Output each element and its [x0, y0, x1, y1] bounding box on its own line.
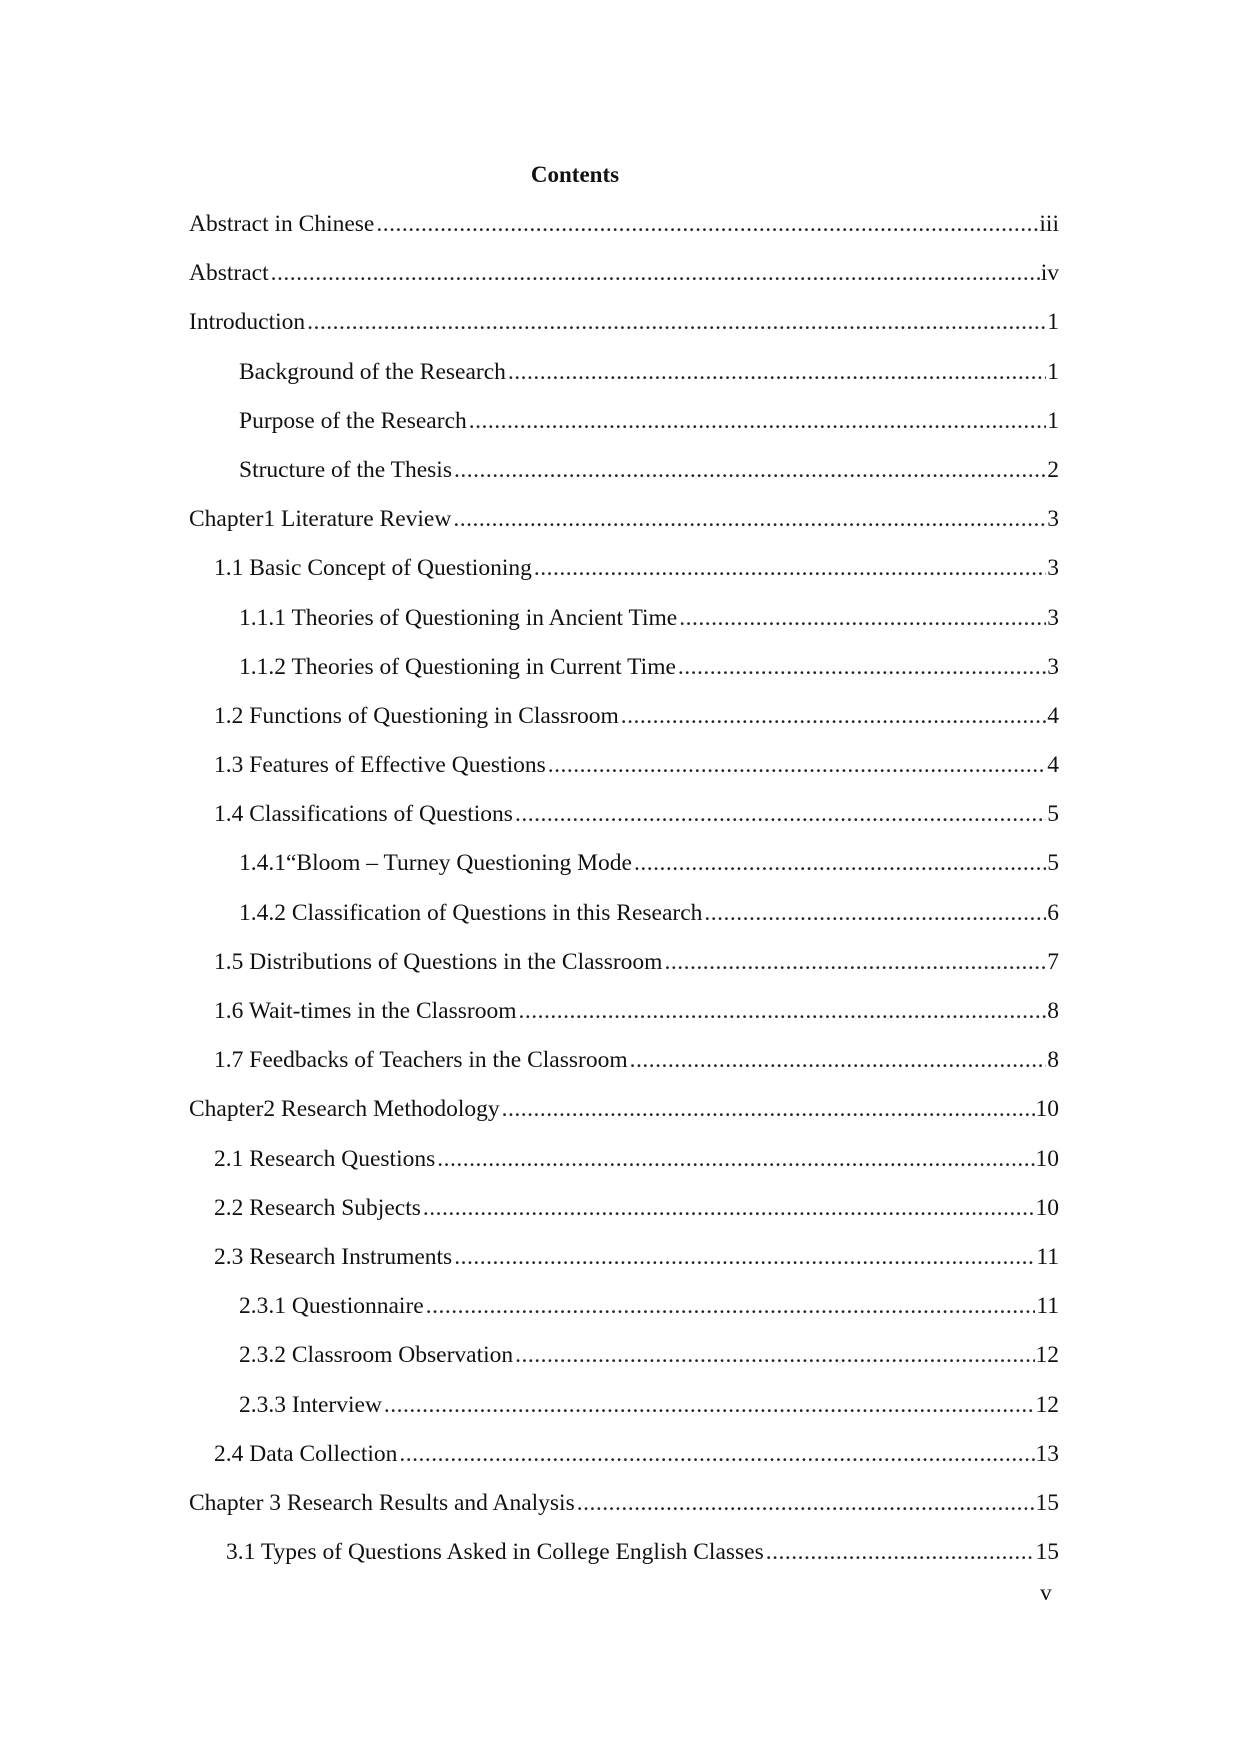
toc-entry-1-1-2[interactable] [189, 651, 1059, 700]
toc-entry-title: 2.3.1 Questionnaire [239, 1293, 424, 1320]
toc-dot-leader [384, 1389, 1035, 1421]
toc-dot-leader [704, 897, 1046, 929]
toc-entry-page: 6 [1047, 899, 1059, 926]
toc-entry-1-4[interactable] [189, 798, 1059, 847]
toc-entry-title: 1.4 Classifications of Questions [214, 801, 513, 828]
toc-entry-title: Abstract in Chinese [189, 211, 375, 237]
toc-entry-page: 10 [1035, 1096, 1059, 1123]
toc-entry-title: 2.3 Research Instruments [214, 1243, 453, 1270]
toc-dot-leader [508, 356, 1046, 388]
toc-entry-title: Chapter 3 Research Results and Analysis [189, 1489, 575, 1516]
toc-entry-page: 11 [1036, 1243, 1059, 1270]
toc-entry-title: 1.4.1“Bloom – Turney Questioning Mode [239, 850, 632, 877]
toc-entry-title: 3.1 Types of Questions Asked in College English Classes [226, 1539, 764, 1566]
toc-dot-leader [766, 1536, 1035, 1568]
toc-entry-title: Structure of the Thesis [239, 456, 452, 483]
toc-entry-page: 8 [1047, 998, 1059, 1024]
toc-entry-title: 1.5 Distributions of Questions in the Classroom [214, 948, 663, 975]
toc-entry-page: 3 [1047, 506, 1059, 533]
toc-entry-1-3[interactable] [189, 749, 1059, 798]
toc-dot-leader [679, 602, 1046, 634]
toc-dot-leader [502, 1093, 1035, 1125]
toc-entry-page: 8 [1047, 1047, 1059, 1074]
toc-entry-page: 12 [1035, 1391, 1059, 1418]
toc-entry-title: 1.1 Basic Concept of Questioning [214, 555, 532, 582]
toc-dot-leader [534, 552, 1046, 584]
toc-entry-title: 2.3.3 Interview [239, 1391, 382, 1418]
toc-entry-page: 4 [1047, 702, 1059, 729]
toc-entry-page: 3 [1047, 555, 1059, 582]
toc-entry-1-1[interactable] [189, 552, 1059, 601]
toc-entry-2-3[interactable] [189, 1241, 1059, 1290]
toc-dot-leader [664, 946, 1046, 978]
toc-dot-leader [469, 405, 1047, 437]
toc-entry-page: iii [1039, 211, 1059, 237]
toc-entry-title: 1.6 Wait-times in the Classroom [214, 998, 517, 1024]
toc-entry-purpose[interactable] [189, 405, 1059, 454]
toc-entry-1-1-1[interactable] [189, 602, 1059, 651]
toc-dot-leader [515, 1339, 1034, 1371]
toc-dot-leader [423, 1192, 1035, 1224]
toc-dot-leader [548, 749, 1047, 781]
toc-entry-1-6[interactable] [189, 995, 1059, 1044]
toc-entry-structure[interactable] [189, 454, 1059, 503]
toc-entry-page: 11 [1036, 1293, 1059, 1320]
toc-entry-2-3-3[interactable] [189, 1389, 1059, 1438]
toc-entry-page: 5 [1047, 801, 1059, 828]
toc-dot-leader [437, 1143, 1034, 1175]
toc-entry-page: 1 [1047, 407, 1059, 434]
toc-entry-title: Chapter2 Research Methodology [189, 1096, 500, 1123]
toc-entry-background[interactable] [189, 356, 1059, 405]
toc-entry-title: Abstract [189, 260, 269, 287]
toc-entry-page: 12 [1035, 1342, 1059, 1369]
toc-entry-page: 10 [1035, 1145, 1059, 1172]
toc-dot-leader [376, 208, 1038, 240]
toc-dot-leader [271, 257, 1040, 289]
toc-entry-abstract-chinese[interactable] [189, 208, 1059, 257]
toc-entry-1-7[interactable] [189, 1044, 1059, 1093]
toc-dot-leader [426, 1290, 1036, 1322]
toc-entry-1-4-1[interactable] [189, 847, 1059, 896]
toc-entry-page: 15 [1035, 1539, 1059, 1566]
toc-entry-abstract[interactable] [189, 257, 1059, 306]
toc-entry-chapter3[interactable] [189, 1487, 1059, 1536]
toc-entry-2-2[interactable] [189, 1192, 1059, 1241]
toc-entry-page: 1 [1047, 358, 1059, 385]
toc-entry-page: 1 [1047, 309, 1059, 336]
toc-entry-1-5[interactable] [189, 946, 1059, 995]
toc-entry-title: 1.2 Functions of Questioning in Classroom [214, 702, 619, 729]
toc-entry-chapter1[interactable] [189, 503, 1059, 552]
toc-entry-title: 1.1.1 Theories of Questioning in Ancient Time [239, 604, 678, 631]
toc-entry-title: 1.7 Feedbacks of Teachers in the Classroom [214, 1047, 628, 1074]
toc-dot-leader [634, 847, 1046, 879]
toc-entry-2-4[interactable] [189, 1438, 1059, 1487]
toc-entry-title: 1.4.2 Classification of Questions in this Research [239, 899, 703, 926]
toc-entry-introduction[interactable] [189, 306, 1059, 355]
toc-dot-leader [399, 1438, 1034, 1470]
toc-list [189, 208, 1059, 1585]
toc-entry-2-3-2[interactable] [189, 1339, 1059, 1388]
toc-entry-chapter2[interactable] [189, 1093, 1059, 1142]
toc-heading: Contents [530, 162, 620, 187]
toc-dot-leader [630, 1044, 1047, 1076]
toc-dot-leader [577, 1487, 1035, 1519]
toc-entry-1-2[interactable] [189, 700, 1059, 749]
toc-entry-2-1[interactable] [189, 1143, 1059, 1192]
toc-dot-leader [454, 1241, 1035, 1273]
toc-entry-title: 2.2 Research Subjects [214, 1194, 421, 1221]
toc-dot-leader [453, 503, 1046, 535]
toc-dot-leader [678, 651, 1046, 683]
toc-entry-page: 3 [1047, 653, 1059, 680]
toc-entry-page: 13 [1035, 1440, 1059, 1467]
toc-dot-leader [519, 995, 1047, 1027]
toc-dot-leader [515, 798, 1046, 830]
toc-entry-title: Purpose of the Research [239, 407, 467, 434]
toc-entry-title: 2.1 Research Questions [214, 1145, 436, 1172]
toc-entry-page: 7 [1047, 948, 1059, 975]
toc-entry-1-4-2[interactable] [189, 897, 1059, 946]
toc-entry-2-3-1[interactable] [189, 1290, 1059, 1339]
toc-entry-page: 15 [1035, 1489, 1059, 1516]
toc-entry-page: 5 [1047, 850, 1059, 877]
toc-entry-page: 3 [1047, 604, 1059, 631]
toc-entry-title: Introduction [189, 309, 306, 336]
toc-entry-title: 2.3.2 Classroom Observation [239, 1342, 514, 1369]
toc-entry-page: 2 [1047, 456, 1059, 483]
toc-entry-3-1[interactable] [189, 1536, 1059, 1585]
page-number: v [1040, 1580, 1052, 1606]
toc-entry-title: Background of the Research [239, 358, 506, 385]
toc-entry-title: 2.4 Data Collection [214, 1440, 398, 1467]
toc-entry-page: iv [1040, 260, 1059, 287]
toc-dot-leader [307, 306, 1046, 338]
toc-entry-title: 1.1.2 Theories of Questioning in Current Time [239, 653, 676, 680]
toc-entry-title: Chapter1 Literature Review [189, 506, 452, 533]
toc-dot-leader [454, 454, 1046, 486]
toc-dot-leader [621, 700, 1047, 732]
toc-entry-page: 10 [1035, 1194, 1059, 1221]
toc-entry-title: 1.3 Features of Effective Questions [214, 752, 546, 779]
toc-entry-page: 4 [1047, 752, 1059, 779]
